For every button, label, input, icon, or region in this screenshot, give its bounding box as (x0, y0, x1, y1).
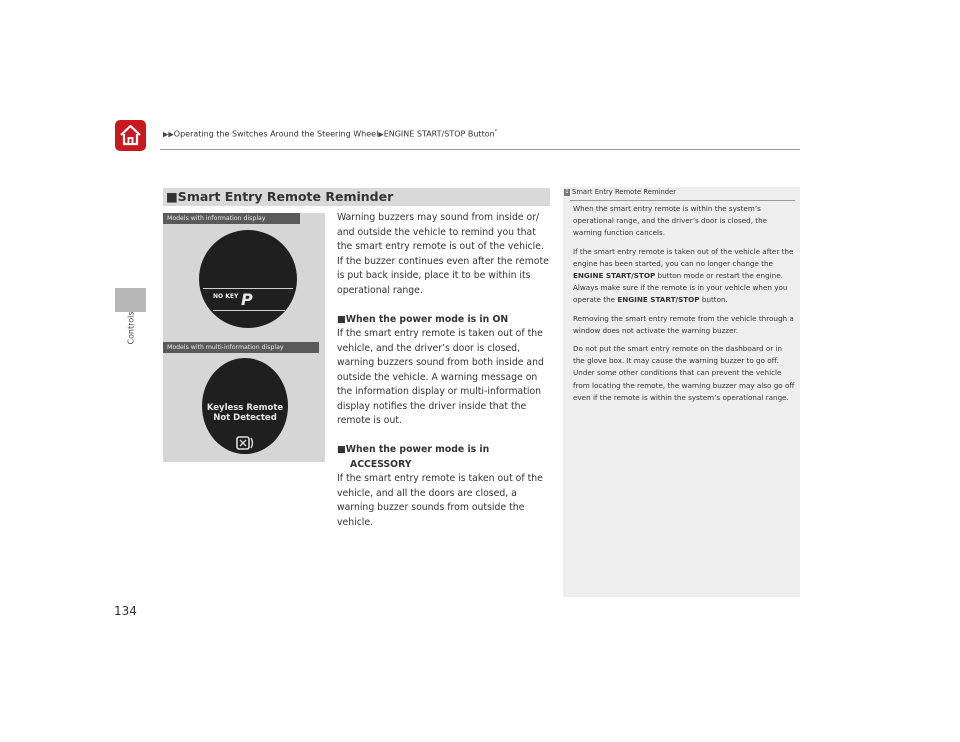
note-paragraph: Removing the smart entry remote from the vehicle through a window does not activate the warning buzzer. (573, 313, 794, 335)
page-number: 134 (114, 604, 137, 618)
power-on-paragraph: If the smart entry remote is taken out of the vehicle, and the driver’s door is closed, warning buzzers sound from both inside and outside the vehicle. A warning message on the information display or multi-information display notifies the driver inside that the remote is out. (337, 328, 544, 426)
note-paragraph: Do not put the smart entry remote on the dashboard or in the glove box. It may cause the warning buzzer to go off. Under some other conditions that can prevent the vehicle from locating the remote, the warning buzzer may also go off even if the remote is within the system’s operational range. (573, 344, 795, 402)
figure-caption-multi-info-display: Models with multi-information display (163, 342, 319, 353)
note-heading-text: Smart Entry Remote Reminder (572, 188, 677, 196)
breadcrumb-arrow-icon: ▶▶ (163, 130, 174, 139)
note-bold-run: ENGINE START/STOP (573, 271, 656, 281)
section-title: ■Smart Entry Remote Reminder (166, 189, 394, 204)
remote-key-icon (234, 434, 256, 452)
breadcrumb-link-switches[interactable]: Operating the Switches Around the Steering Wheel (173, 129, 379, 139)
home-icon (115, 120, 146, 151)
gauge-divider (213, 310, 285, 311)
accessory-heading: ■When the power mode is in ACCESSORY (337, 444, 490, 470)
no-key-indicator: NO KEY (213, 293, 239, 300)
accessory-paragraph: If the smart entry remote is taken out of the vehicle, and all the doors are closed, a warning buzzer sounds from outside the vehicle. (337, 473, 543, 528)
note-text-run: If the smart entry remote is taken out of the vehicle after the engine has been started, you can no longer change the (573, 246, 794, 268)
sidebar-section-marker (115, 288, 146, 312)
keyless-warning-line2: Not Detected (213, 413, 277, 423)
note-bold-run: ENGINE START/STOP (617, 295, 700, 305)
sidebar-section-label[interactable]: Controls (126, 311, 136, 345)
body-text (337, 211, 551, 530)
figure-caption-info-display: Models with information display (163, 213, 300, 224)
power-on-heading: ■When the power mode is in ON (337, 313, 509, 325)
breadcrumb (163, 129, 497, 139)
gear-position-indicator: P (241, 290, 253, 309)
note-text-run: button mode or restart the engine. Always make sure if the remote is in your vehicle when you operate the (573, 271, 788, 305)
intro-paragraph: Warning buzzers may sound from inside or/ and outside the vehicle to remind you that the smart entry remote is out of the vehicle. If the buzzer continues even after the remote is put back inside, place it to be within its operational range. (337, 212, 549, 296)
note-divider (570, 200, 795, 201)
header-divider (160, 149, 800, 150)
note-text (573, 203, 795, 410)
keyless-warning-line1: Keyless Remote (206, 403, 284, 413)
breadcrumb-asterisk: * (494, 129, 498, 135)
note-marker: 1 (565, 188, 569, 195)
note-paragraph: When the smart entry remote is within the system’s operational range, and the driver’s door is closed, the warning function cancels. (573, 204, 768, 238)
note-paragraph (573, 246, 795, 307)
home-button[interactable] (115, 120, 146, 151)
note-heading (564, 188, 676, 196)
keyless-warning-message (202, 403, 288, 423)
note-text-run: button. (699, 295, 728, 305)
multi-info-display-gauge (202, 358, 288, 454)
breadcrumb-current: ENGINE START/STOP Button (383, 129, 495, 139)
info-display-gauge (199, 230, 297, 328)
gauge-divider (203, 288, 293, 289)
breadcrumb-arrow-icon: ▶ (378, 130, 384, 139)
